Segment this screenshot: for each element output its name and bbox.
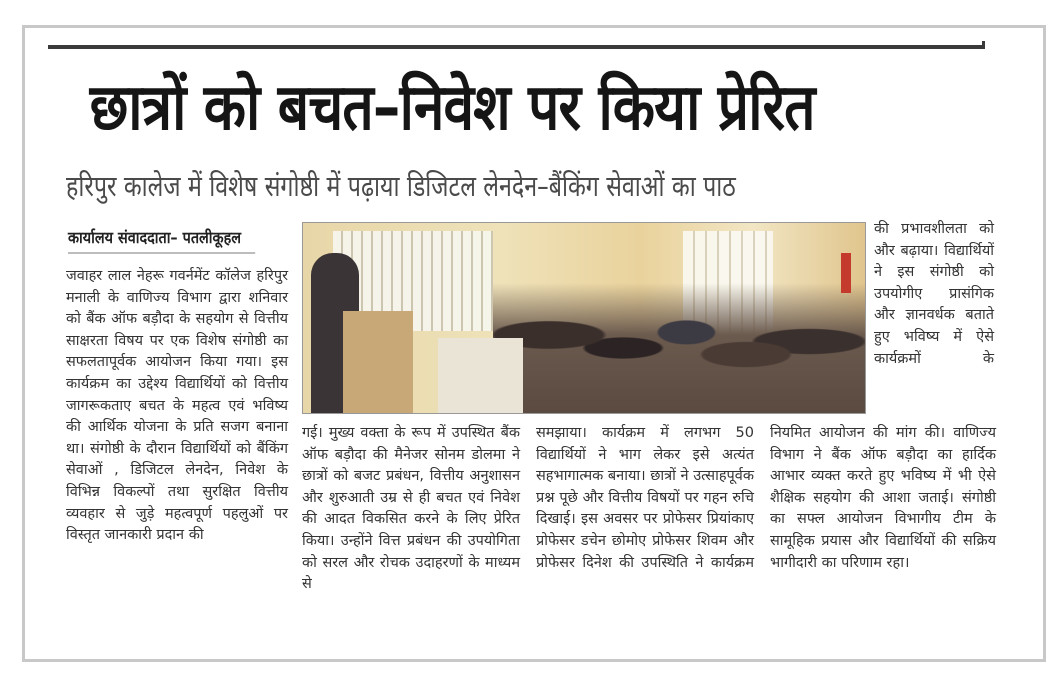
- article-column-1: [66, 266, 288, 547]
- fire-extinguisher-icon: [841, 253, 851, 293]
- article-column-3: [536, 423, 754, 574]
- top-rule-end: [982, 41, 985, 49]
- headline: छात्रों को बचत–निवेश पर किया प्रेरित: [89, 71, 815, 145]
- column-4-top-text: की प्रभावशीलता को और बढ़ाया। विद्यार्थियों ने इस संगोष्ठी को उपयोगीए प्रासंगिक और ज्ञानवर्धक बताते हुए भविष्य में ऐसे कार्यक्रमों के: [874, 221, 994, 367]
- article-column-4-top: [874, 219, 994, 370]
- byline: कार्यालय संवाददाता– पतलीकूहल: [68, 226, 255, 254]
- article-column-4: [770, 423, 996, 574]
- subheadline: हरिपुर कालेज में विशेष संगोष्ठी में पढ़ाया डिजिटल लेनदेन–बैंकिंग सेवाओं का पाठ: [66, 169, 736, 203]
- top-rule: [48, 45, 985, 49]
- photo-podium: [343, 311, 413, 413]
- column-1-text: जवाहर लाल नेहरू गवर्नमेंट कॉलेज हरिपुर मनाली के वाणिज्य विभाग द्वारा शनिवार को बैंक ऑफ बड़ौदा के सहयोग से वित्तीय साक्षरता विषय पर एक विशेष संगोष्ठी का सफलतापूर्वक आयोजन किया गया। इस कार्यक्रम का उद्देश्य विद्यार्थियों को वित्तीय जागरूकताए बचत के महत्व एवं भविष्य की आर्थिक योजना के प्रति सजग बनाना था। संगोष्ठी के दौरान विद्यार्थियों को बैंकिंग सेवाओं , डिजिटल लेनदेन, निवेश के विभिन्न विकल्पों तथा सुरक्षित वित्तीय व्यवहार से जुड़े महत्वपूर्ण पहलुओं पर विस्तृत जानकारी प्रदान की: [66, 268, 288, 544]
- column-2-text: गई। मुख्य वक्ता के रूप में उपस्थित बैंक ऑफ बड़ौदा की मैनेजर सोनम डोलमा ने छात्रों को बजट प्रबंधन, वित्तीय अनुशासन और शुरुआती उम्र से ही बचत एवं निवेश की आदत विकसित करने के लिए प्रेरित किया। उन्होंने वित्त प्रबंधन की उपयोगिता को सरल और रोचक उदाहरणों के माध्यम से: [302, 425, 520, 593]
- column-3-text: समझाया। कार्यक्रम में लगभग 50 विद्यार्थियों ने भाग लेकर इसे अत्यंत सहभागात्मक बनाया। छात्रों ने उत्साहपूर्वक प्रश्न पूछे और वित्तीय विषयों पर गहन रुचि दिखाई। इस अवसर पर प्रोफेसर प्रियांकाए प्रोफेसर डचेन छोमोए प्रोफेसर शिवम और प्रोफेसर दिनेश की उपस्थिति ने कार्यक्रम: [536, 425, 754, 571]
- column-4-text: नियमित आयोजन की मांग की। वाणिज्य विभाग ने बैंक ऑफ बड़ौदा का हार्दिक आभार व्यक्त करते हुए भविष्य में भी ऐसे शैक्षिक सहयोग की आशा जताई। संगोष्ठी का सफ्ल आयोजन विभागीय टीम के सामूहिक प्रयास और विद्यार्थियों की सक्रिय भागीदारी का परिणाम रहा।: [770, 425, 996, 571]
- photo-desk: [438, 338, 523, 413]
- article-photo: [302, 222, 866, 414]
- article-column-2: [302, 423, 520, 596]
- photo-students: [493, 283, 865, 413]
